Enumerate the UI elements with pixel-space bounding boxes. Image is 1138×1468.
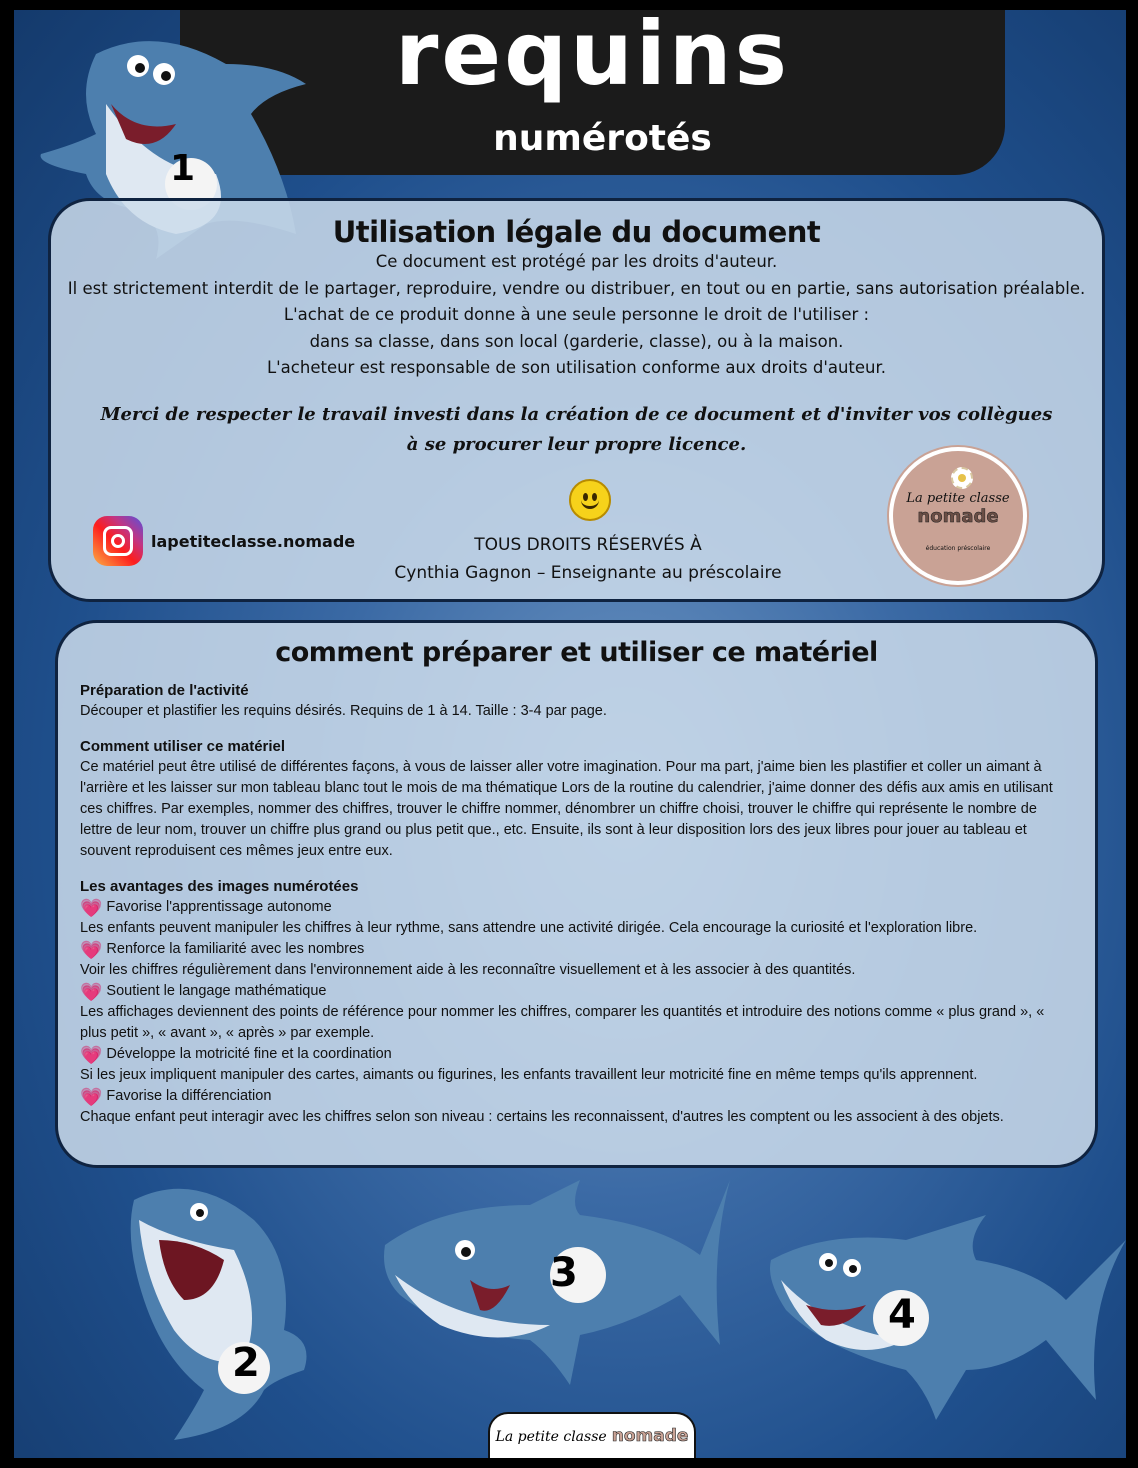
shark-4-illustration bbox=[766, 1210, 1126, 1425]
shark-2-illustration bbox=[114, 1180, 334, 1450]
prep-text: Découper et plastifier les requins désirés. Requins de 1 à 14. Taille : 3-4 par page. bbox=[80, 703, 607, 719]
shark-2-number: 2 bbox=[232, 1340, 260, 1386]
page-title: requins bbox=[395, 10, 790, 105]
flower-icon bbox=[951, 467, 973, 489]
use-text: Ce matériel peut être utilisé de différentes façons, à vous de laisser aller votre imagination. Pour ma part, j'aime bien les plastifier et coller un aimant à l'arrière et les laisser sur mon tableau blanc tout le mois de ma thématique Lors de la routine du calendrier, j'aime donner des défis aux amis en utilisant ces chiffres. Par exemples, nommer des chiffres, trouver le chiffre nommer, dénombrer un chiffre choisi, trouver le chiffre qui représente le nombre de lettre de leur nom, trouver un chiffre plus grand ou plus petit que., etc. Ensuite, ils sont à leur disposition lors des jeux libres pour jouer au tableau et souvent reproduisent ces mêmes jeux entre eux. bbox=[80, 759, 1053, 859]
advantage-item bbox=[80, 939, 1073, 960]
advantage-title: Renforce la familiarité avec les nombres bbox=[106, 941, 365, 957]
advantage-item bbox=[80, 981, 1073, 1002]
smiley-icon bbox=[569, 479, 611, 521]
page bbox=[14, 10, 1126, 1458]
advantage-title: Favorise l'apprentissage autonome bbox=[106, 899, 332, 915]
heart-icon: 💗 bbox=[80, 1086, 103, 1107]
logo-line-2: nomade bbox=[917, 506, 999, 527]
heart-icon: 💗 bbox=[80, 981, 103, 1002]
advantage-text: Les enfants peuvent manipuler les chiffres à leur rythme, sans attendre une activité dirigée. Cela encourage la curiosité et l'exploration libre. bbox=[80, 920, 978, 936]
advantage-text: Si les jeux impliquent manipuler des cartes, aimants ou figurines, les enfants travaillent leur motricité fine en même temps qu'ils apprennent. bbox=[80, 1067, 978, 1083]
legal-line: Ce document est protégé par les droits d'auteur. bbox=[375, 252, 778, 271]
instagram-handle: lapetiteclasse.nomade bbox=[151, 531, 356, 551]
rights-line-2: Cynthia Gagnon – Enseignante au préscolaire bbox=[394, 563, 782, 583]
heart-icon: 💗 bbox=[80, 1044, 103, 1065]
advantage-title: Favorise la différenciation bbox=[106, 1088, 272, 1104]
legal-panel bbox=[48, 198, 1105, 602]
legal-title: Utilisation légale du document bbox=[332, 215, 821, 249]
rights-line-1: TOUS DROITS RÉSERVÉS À bbox=[474, 535, 702, 555]
advantage-item bbox=[80, 1086, 1073, 1107]
thanks-line-1: Merci de respecter le travail investi dans la création de ce document et d'inviter vos collègues bbox=[100, 403, 1053, 425]
guide-panel bbox=[55, 620, 1098, 1168]
thanks-line-2: à se procurer leur propre licence. bbox=[406, 433, 747, 455]
footer-brand-tag bbox=[488, 1412, 696, 1458]
legal-line: Il est strictement interdit de le partager, reproduire, vendre ou distribuer, en tout ou en partie, sans autorisation préalable. bbox=[67, 278, 1086, 298]
shark-4-number: 4 bbox=[888, 1292, 916, 1338]
instagram-icon bbox=[93, 516, 143, 566]
advantage-text: Chaque enfant peut interagir avec les chiffres selon son niveau : certains les reconnaissent, d'autres les comptent ou les associent à des objets. bbox=[80, 1109, 1004, 1125]
advantage-text: Voir les chiffres régulièrement dans l'environnement aide à les reconnaître visuellement et à les associer à des quantités. bbox=[80, 962, 856, 978]
advantage-item bbox=[80, 1044, 1073, 1065]
advantage-title: Développe la motricité fine et la coordination bbox=[106, 1046, 392, 1062]
guide-title: comment préparer et utiliser ce matériel bbox=[275, 637, 878, 668]
legal-line: L'achat de ce produit donne à une seule personne le droit de l'utiliser : bbox=[283, 305, 870, 324]
logo-line-1: La petite classe bbox=[906, 491, 1010, 506]
shark-1-number: 1 bbox=[170, 148, 196, 189]
legal-line: L'acheteur est responsable de son utilisation conforme aux droits d'auteur. bbox=[266, 358, 887, 377]
advantage-text: Les affichages deviennent des points de référence pour nommer les chiffres, comparer les quantités et introduire des notions comme « plus grand », « plus petit », « avant », « après » par exemple. bbox=[80, 1004, 1045, 1041]
page-subtitle: numérotés bbox=[493, 118, 712, 159]
brand-logo bbox=[889, 447, 1027, 585]
advantage-title: Soutient le langage mathématique bbox=[106, 983, 327, 999]
use-heading: Comment utiliser ce matériel bbox=[80, 738, 286, 755]
advantages-list bbox=[80, 897, 1073, 1128]
prep-heading: Préparation de l'activité bbox=[80, 682, 249, 699]
heart-icon: 💗 bbox=[80, 897, 103, 918]
instagram-link[interactable] bbox=[93, 516, 355, 566]
footer-brand-2: nomade bbox=[611, 1426, 689, 1446]
footer-brand-1: La petite classe bbox=[495, 1429, 607, 1445]
logo-line-3: éducation préscolaire bbox=[925, 545, 991, 552]
advantages-heading: Les avantages des images numérotées bbox=[80, 878, 359, 895]
legal-line: dans sa classe, dans son local (garderie, classe), ou à la maison. bbox=[309, 331, 844, 351]
advantage-item bbox=[80, 897, 1073, 918]
shark-3-number: 3 bbox=[550, 1250, 578, 1296]
heart-icon: 💗 bbox=[80, 939, 103, 960]
